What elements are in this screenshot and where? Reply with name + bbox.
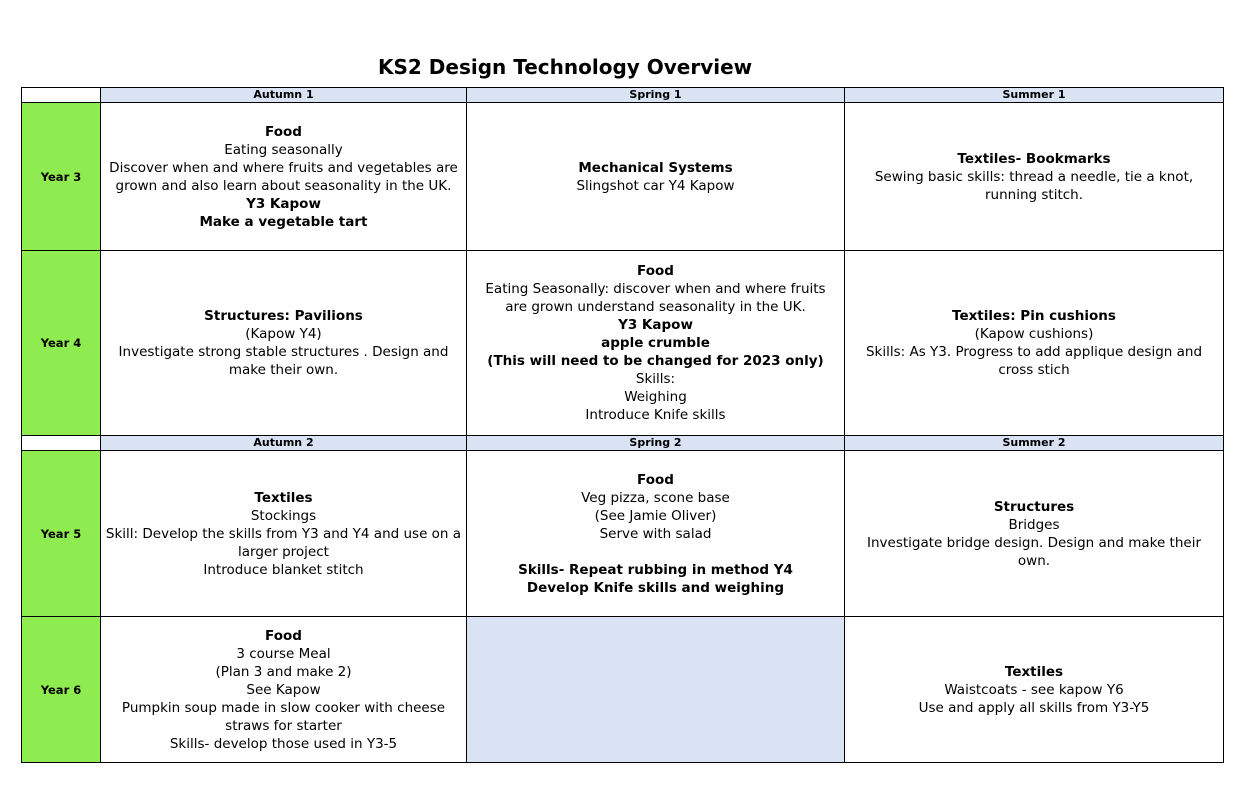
header-row-1 — [22, 88, 1224, 103]
y4-autumn-line-1: (Kapow Y4) — [245, 326, 322, 342]
y5-spring-line-4: Skills- Repeat rubbing in method Y4 — [518, 561, 793, 578]
y6-autumn-cell — [101, 617, 467, 763]
y5-summer-line-2: Investigate bridge design. Design and make their own. — [866, 534, 1202, 569]
y5-autumn-heading: Textiles — [254, 489, 313, 506]
y4-summer-cell — [845, 251, 1224, 436]
spacer — [471, 543, 840, 561]
header-summer-1: Summer 1 — [845, 88, 1224, 103]
y5-summer-line-1: Bridges — [1008, 516, 1060, 533]
y6-autumn-heading: Food — [265, 627, 302, 644]
y5-autumn-cell — [101, 451, 467, 617]
y6-spring-empty-cell — [467, 617, 845, 763]
page-title: KS2 Design Technology Overview — [378, 55, 753, 79]
row-year-3 — [22, 103, 1224, 251]
y5-spring-line-3: Serve with salad — [599, 525, 712, 542]
header-autumn-2: Autumn 2 — [101, 436, 467, 451]
y3-autumn-heading: Food — [265, 123, 302, 140]
y3-autumn-line-4: Make a vegetable tart — [199, 213, 368, 230]
y6-summer-line-2: Use and apply all skills from Y3-Y5 — [918, 699, 1150, 716]
y3-summer-line-1: Sewing basic skills: thread a needle, tie a knot, running stitch. — [874, 168, 1194, 203]
year-4-label: Year 4 — [22, 251, 101, 436]
y6-summer-cell — [845, 617, 1224, 763]
row-year-6 — [22, 617, 1224, 763]
y5-spring-line-2: (See Jamie Oliver) — [594, 507, 717, 524]
y3-autumn-cell — [101, 103, 467, 251]
y4-spring-line-5: Skills: — [635, 371, 676, 387]
y4-spring-heading: Food — [637, 263, 674, 279]
y5-spring-line-1: Veg pizza, scone base — [581, 489, 730, 506]
y3-spring-cell — [467, 103, 845, 251]
y3-spring-heading: Mechanical Systems — [578, 159, 733, 176]
year-6-label: Year 6 — [22, 617, 101, 763]
y3-summer-heading: Textiles- Bookmarks — [957, 150, 1111, 167]
y5-spring-cell — [467, 451, 845, 617]
row-year-4 — [22, 251, 1224, 436]
y6-autumn-line-2: (Plan 3 and make 2) — [215, 663, 352, 680]
y6-autumn-line-3: See Kapow — [246, 681, 321, 698]
y4-summer-line-2: Skills: As Y3. Progress to add applique design and cross stich — [865, 344, 1203, 378]
y5-spring-heading: Food — [637, 471, 674, 488]
y4-summer-line-1: (Kapow cushions) — [974, 326, 1094, 342]
y4-autumn-line-2: Investigate strong stable structures . Design and make their own. — [118, 344, 449, 378]
y4-spring-line-1: Eating Seasonally: discover when and where fruits are grown understand seasonality in the UK. — [485, 281, 826, 315]
y4-spring-line-2: Y3 Kapow — [618, 317, 693, 333]
y6-summer-heading: Textiles — [1004, 663, 1064, 680]
y6-summer-line-1: Waistcoats - see kapow Y6 — [944, 681, 1124, 698]
y3-autumn-line-2: Discover when and where fruits and vegetables are grown and also learn about seasonality in the UK. — [109, 159, 458, 194]
y5-autumn-line-1: Stockings — [250, 507, 317, 524]
y6-autumn-line-4: Pumpkin soup made in slow cooker with cheese straws for starter — [121, 699, 446, 734]
y5-autumn-line-2: Skill: Develop the skills from Y3 and Y4 and use on a larger project — [105, 525, 462, 560]
y6-autumn-line-5: Skills- develop those used in Y3-5 — [169, 735, 398, 752]
y3-autumn-line-1: Eating seasonally — [224, 141, 343, 158]
y4-spring-line-3: apple crumble — [601, 335, 710, 351]
overview-table — [21, 87, 1224, 763]
y4-spring-line-6: Weighing — [624, 389, 687, 405]
y6-autumn-line-1: 3 course Meal — [236, 645, 331, 662]
row-year-5 — [22, 451, 1224, 617]
y3-autumn-line-3: Y3 Kapow — [246, 195, 321, 212]
year-5-label: Year 5 — [22, 451, 101, 617]
y3-summer-cell — [845, 103, 1224, 251]
y5-autumn-line-3: Introduce blanket stitch — [203, 561, 364, 578]
y4-spring-cell — [467, 251, 845, 436]
header-summer-2: Summer 2 — [845, 436, 1224, 451]
y5-summer-heading: Structures — [993, 498, 1075, 515]
y4-spring-line-7: Introduce Knife skills — [585, 407, 726, 423]
header-blank-cell-2 — [22, 436, 101, 451]
header-autumn-1: Autumn 1 — [101, 88, 467, 103]
y4-spring-line-4: (This will need to be changed for 2023 only) — [487, 353, 824, 369]
header-row-2 — [22, 436, 1224, 451]
y4-summer-heading: Textiles: Pin cushions — [952, 308, 1116, 324]
y5-summer-cell — [845, 451, 1224, 617]
header-spring-2: Spring 2 — [467, 436, 845, 451]
header-blank-cell — [22, 88, 101, 103]
header-spring-1: Spring 1 — [467, 88, 845, 103]
y5-spring-line-5: Develop Knife skills and weighing — [526, 579, 785, 596]
y4-autumn-cell — [101, 251, 467, 436]
y4-autumn-heading: Structures: Pavilions — [204, 308, 363, 324]
y3-spring-line-1: Slingshot car Y4 Kapow — [576, 177, 735, 194]
year-3-label: Year 3 — [22, 103, 101, 251]
